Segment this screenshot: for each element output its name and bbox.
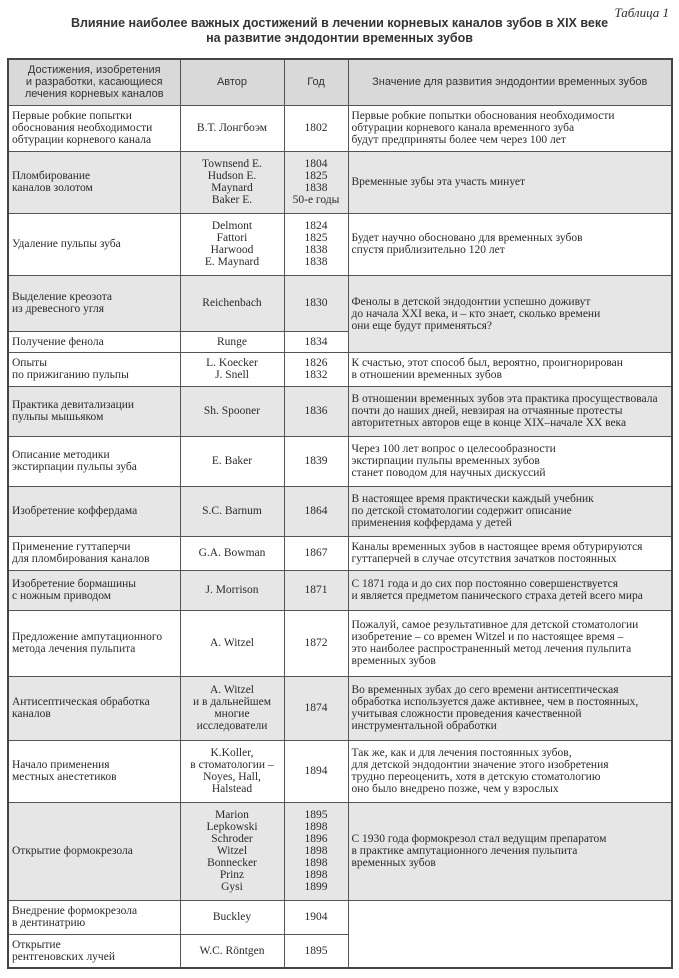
header-significance: Значение для развития эндодонтии временных зубов (348, 59, 672, 105)
year-cell: 1864 (284, 486, 348, 536)
significance-cell: Первые робкие попытки обоснования необходимости обтурации корневого канала временного зуба будут предприняты более чем через 100 лет (348, 105, 672, 151)
author-cell: W.C. Röntgen (180, 934, 284, 968)
year-cell: 1802 (284, 105, 348, 151)
significance-cell: В отношении временных зубов эта практика просуществовала почти до наших дней, невзирая на отчаянные протесты авторитетных авторов еще в конце XIX–начале XX века (348, 386, 672, 436)
significance-cell: Будет научно обосновано для временных зубов спустя приблизительно 120 лет (348, 213, 672, 275)
table-row (8, 570, 672, 610)
significance-cell: Фенолы в детской эндодонтии успешно доживут до начала XXI века, и – кто знает, сколько времени они еще будут применяться? (348, 275, 672, 352)
table-title-line1: Влияние наиболее важных достижений в лечении корневых каналов зубов в XIX веке (70, 16, 609, 30)
year-cell: 1871 (284, 570, 348, 610)
header-author: Автор (180, 59, 284, 105)
achievement-cell: Предложение ампутационного метода лечения пульпита (8, 610, 180, 676)
table-title-line2: на развитие эндодонтии временных зубов (206, 31, 473, 45)
year-cell: 1834 (284, 331, 348, 352)
significance-cell: Пожалуй, самое результативное для детской стоматологии изобретение – со времен Witzel и по настоящее время – это наиболее распространенный метод лечения пульпита временных зубов (348, 610, 672, 676)
author-cell: L. Koecker J. Snell (180, 352, 284, 386)
achievement-cell: Начало применения местных анестетиков (8, 740, 180, 802)
year-cell: 1839 (284, 436, 348, 486)
header-row (8, 59, 672, 105)
significance-cell: В настоящее время практически каждый учебник по детской стоматологии содержит описание применения коффердама у детей (348, 486, 672, 536)
achievement-cell: Внедрение формокрезола в дентинатрию (8, 900, 180, 934)
significance-cell: С 1871 года и до сих пор постоянно совершенствуется и является предметом панического страха детей всего мира (348, 570, 672, 610)
author-cell: S.C. Barnum (180, 486, 284, 536)
table-row (8, 275, 672, 331)
table-row (8, 386, 672, 436)
significance-cell: Во временных зубах до сего времени антисептическая обработка используется даже активнее, чем в постоянных, учитывая сложности проведения качественной инструментальной обработки (348, 676, 672, 740)
achievement-cell: Открытие рентгеновских лучей (8, 934, 180, 968)
achievement-cell: Получение фенола (8, 331, 180, 352)
achievement-cell: Изобретение коффердама (8, 486, 180, 536)
achievement-cell: Изобретение бормашины с ножным приводом (8, 570, 180, 610)
achievement-cell: Применение гуттаперчи для пломбирования каналов (8, 536, 180, 570)
table-row (8, 352, 672, 386)
achievements-table (7, 58, 673, 969)
achievement-cell: Опыты по прижиганию пульпы (8, 352, 180, 386)
author-cell: Delmont Fattori Harwood E. Maynard (180, 213, 284, 275)
author-cell: Marion Lepkowski Schroder Witzel Bonnecker Prinz Gysi (180, 802, 284, 900)
achievement-cell: Выделение креозота из древесного угля (8, 275, 180, 331)
significance-cell: Так же, как и для лечения постоянных зубов, для детской эндодонтии значение этого изобретения трудно переоценить, хотя в детскую стоматологию оно было внедрено позже, чем у взрослых (348, 740, 672, 802)
author-cell: G.A. Bowman (180, 536, 284, 570)
table-row (8, 105, 672, 151)
year-cell: 1830 (284, 275, 348, 331)
header-achievements: Достижения, изобретения и разработки, касающиеся лечения корневых каналов (8, 59, 180, 105)
header-year: Год (284, 59, 348, 105)
author-cell: J. Morrison (180, 570, 284, 610)
year-cell: 1895 1898 1896 1898 1898 1898 1899 (284, 802, 348, 900)
author-cell: Reichenbach (180, 275, 284, 331)
table-row (8, 151, 672, 213)
year-cell: 1826 1832 (284, 352, 348, 386)
significance-cell: Каналы временных зубов в настоящее время обтурируются гуттаперчей в случае отсутствия зачатков постоянных (348, 536, 672, 570)
table-title (0, 16, 679, 46)
achievement-cell: Практика девитализации пульпы мышьяком (8, 386, 180, 436)
author-cell: Townsend E. Hudson E. Maynard Baker E. (180, 151, 284, 213)
significance-cell (348, 900, 672, 968)
significance-cell: Через 100 лет вопрос о целесообразности экстирпации пульпы временных зубов станет поводом для научных дискуссий (348, 436, 672, 486)
year-cell: 1904 (284, 900, 348, 934)
author-cell: Runge (180, 331, 284, 352)
year-cell: 1867 (284, 536, 348, 570)
year-cell: 1836 (284, 386, 348, 436)
table-row (8, 900, 672, 934)
table-row (8, 486, 672, 536)
author-cell: Sh. Spooner (180, 386, 284, 436)
table-row (8, 610, 672, 676)
year-cell: 1804 1825 1838 50-е годы (284, 151, 348, 213)
author-cell: K.Koller, в стоматологии – Noyes, Hall, Halstead (180, 740, 284, 802)
achievement-cell: Первые робкие попытки обоснования необходимости обтурации корневого канала (8, 105, 180, 151)
table-row (8, 802, 672, 900)
table-row (8, 436, 672, 486)
achievement-cell: Антисептическая обработка каналов (8, 676, 180, 740)
achievement-cell: Пломбирование каналов золотом (8, 151, 180, 213)
year-cell: 1894 (284, 740, 348, 802)
table-row (8, 740, 672, 802)
significance-cell: Временные зубы эта участь минует (348, 151, 672, 213)
achievement-cell: Удаление пульпы зуба (8, 213, 180, 275)
table-row (8, 213, 672, 275)
achievement-cell: Описание методики экстирпации пульпы зуба (8, 436, 180, 486)
table-row (8, 676, 672, 740)
author-cell: E. Baker (180, 436, 284, 486)
author-cell: Buckley (180, 900, 284, 934)
significance-cell: С 1930 года формокрезол стал ведущим препаратом в практике ампутационного лечения пульпита временных зубов (348, 802, 672, 900)
year-cell: 1874 (284, 676, 348, 740)
achievement-cell: Открытие формокрезола (8, 802, 180, 900)
table-row (8, 536, 672, 570)
year-cell: 1872 (284, 610, 348, 676)
author-cell: A. Witzel и в дальнейшем многие исследователи (180, 676, 284, 740)
author-cell: A. Witzel (180, 610, 284, 676)
year-cell: 1824 1825 1838 1838 (284, 213, 348, 275)
author-cell: В.Т. Лонгбоэм (180, 105, 284, 151)
table-number-label: Таблица 1 (614, 5, 669, 20)
significance-cell: К счастью, этот способ был, вероятно, проигнорирован в отношении временных зубов (348, 352, 672, 386)
year-cell: 1895 (284, 934, 348, 968)
